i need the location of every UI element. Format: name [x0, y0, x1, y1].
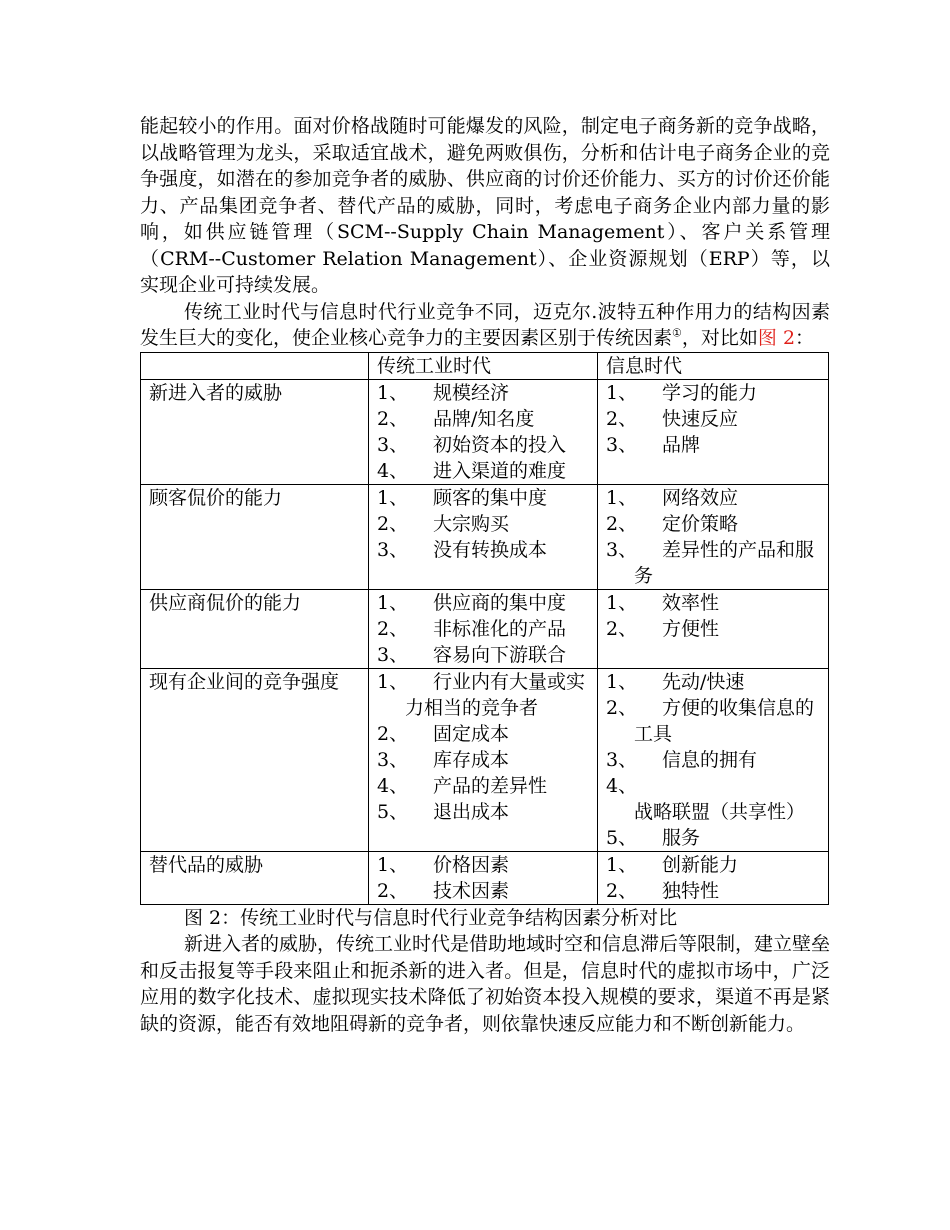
intro-text: 传统工业时代与信息时代行业竞争不同，迈克尔.波特五种作用力的结构因素发生巨大的变化，使企业核心竞争力的主要因素区别于传统因素 — [140, 300, 830, 349]
table-row — [141, 484, 829, 589]
item-number: 1、 — [377, 670, 409, 693]
item-text: 价格因素 — [433, 853, 510, 876]
list-item — [377, 852, 597, 878]
item-text: 品牌/知名度 — [433, 407, 535, 430]
list-item — [377, 616, 597, 642]
item-number: 2、 — [377, 512, 409, 535]
item-number: 2、 — [606, 512, 638, 535]
table-header-row — [141, 352, 829, 379]
item-text: 先动/快速 — [662, 670, 745, 693]
list-item — [377, 380, 597, 406]
table-row — [141, 851, 829, 904]
item-text: 效率性 — [662, 591, 720, 614]
item-number: 2、 — [377, 879, 409, 902]
item-number: 1、 — [606, 381, 638, 404]
item-text: 方便性 — [662, 617, 720, 640]
list-item — [606, 432, 828, 458]
figure-reference-link[interactable]: 图 2 — [757, 327, 796, 349]
list-item — [377, 458, 597, 484]
item-number: 3、 — [606, 748, 638, 771]
list-item — [377, 721, 597, 747]
intro-text-after: ，对比如 — [681, 327, 758, 349]
table-row — [141, 668, 829, 851]
item-text: 学习的能力 — [662, 381, 758, 404]
list-item — [377, 511, 597, 537]
item-text: 品牌 — [662, 433, 701, 456]
item-number: 4、 — [377, 774, 409, 797]
list-item — [606, 747, 828, 773]
list-item — [377, 669, 597, 721]
item-number: 2、 — [606, 617, 638, 640]
item-text: 技术因素 — [433, 879, 510, 902]
list-item — [377, 878, 597, 904]
item-number: 1、 — [377, 381, 409, 404]
item-text: 初始资本的投入 — [433, 433, 567, 456]
list-item — [377, 406, 597, 432]
traditional-cell — [369, 589, 598, 668]
item-number: 2、 — [377, 722, 409, 745]
factor-cell: 现有企业间的竞争强度 — [141, 668, 369, 851]
body-paragraph: 能起较小的作用。面对价格战随时可能爆发的风险，制定电子商务新的竞争战略，以战略管理为龙头，采取适宜战术，避免两败俱伤，分析和估计电子商务企业的竞争强度，如潜在的参加竞争者的威胁、供应商的讨价还价能力、买方的讨价还价能力、产品集团竞争者、替代产品的威胁，同时，考虑电子商务企业内部力量的影响，如供应链管理（SCM--Supply Chain Management）、客户关系管理（CRM--Customer Relation Management）、企业资源规划（ERP）等，以实现企业可持续发展。 — [140, 115, 830, 296]
intro-paragraph — [140, 299, 830, 352]
list-item — [606, 485, 828, 511]
list-item — [377, 590, 597, 616]
list-item — [606, 773, 828, 825]
item-number: 1、 — [606, 853, 638, 876]
item-text: 定价策略 — [662, 512, 739, 535]
item-text: 规模经济 — [433, 381, 510, 404]
list-item — [606, 537, 828, 589]
item-number: 1、 — [606, 591, 638, 614]
traditional-cell — [369, 379, 598, 484]
item-number: 2、 — [606, 879, 638, 902]
item-text: 独特性 — [662, 879, 720, 902]
item-text: 没有转换成本 — [433, 538, 548, 561]
table-row — [141, 379, 829, 484]
item-number: 2、 — [606, 696, 638, 719]
item-text: 网络效应 — [662, 486, 739, 509]
figure-caption: 图 2：传统工业时代与信息时代行业竞争结构因素分析对比 — [184, 906, 678, 929]
item-text: 库存成本 — [433, 748, 510, 771]
comparison-table — [140, 352, 829, 905]
table-body — [141, 379, 829, 904]
item-number: 4、 — [377, 459, 409, 482]
list-item — [606, 590, 828, 616]
item-number: 5、 — [606, 826, 638, 849]
list-item — [377, 537, 597, 563]
item-number: 4、 — [606, 774, 638, 797]
list-item — [377, 799, 597, 825]
list-item — [377, 747, 597, 773]
list-item — [606, 878, 828, 904]
list-item — [606, 511, 828, 537]
item-number: 3、 — [377, 538, 409, 561]
item-text: 进入渠道的难度 — [433, 459, 567, 482]
list-item — [606, 825, 828, 851]
list-item — [377, 773, 597, 799]
list-item — [606, 852, 828, 878]
item-text: 容易向下游联合 — [433, 643, 567, 666]
list-item — [606, 406, 828, 432]
item-number: 5、 — [377, 800, 409, 823]
item-text: 大宗购买 — [433, 512, 510, 535]
item-text: 行业内有大量或实力相当的竞争者 — [405, 670, 586, 719]
info-cell — [598, 851, 829, 904]
list-item — [606, 616, 828, 642]
footnote-mark[interactable]: ① — [672, 326, 682, 340]
table-row — [141, 589, 829, 668]
list-item — [377, 642, 597, 668]
info-cell — [598, 379, 829, 484]
list-item — [606, 695, 828, 747]
traditional-cell — [369, 851, 598, 904]
factor-cell: 顾客侃价的能力 — [141, 484, 369, 589]
item-number: 1、 — [606, 670, 638, 693]
item-number: 3、 — [606, 538, 638, 561]
item-text: 供应商的集中度 — [433, 591, 567, 614]
item-number: 3、 — [377, 643, 409, 666]
body-paragraph-bottom: 新进入者的威胁，传统工业时代是借助地域时空和信息滞后等限制，建立壁垒和反击报复等手段来阻止和扼杀新的进入者。但是，信息时代的虚拟市场中，广泛应用的数字化技术、虚拟现实技术降低了初始资本投入规模的要求，渠道不再是紧缺的资源，能否有效地阻碍新的竞争者，则依靠快速反应能力和不断创新能力。 — [140, 933, 831, 1035]
item-text: 信息的拥有 — [662, 748, 758, 771]
header-cell-empty — [141, 352, 369, 379]
item-text: 顾客的集中度 — [433, 486, 548, 509]
item-number: 1、 — [606, 486, 638, 509]
item-text: 非标准化的产品 — [433, 617, 567, 640]
document-page — [140, 113, 830, 1037]
item-number: 2、 — [606, 407, 638, 430]
list-item — [606, 669, 828, 695]
info-cell — [598, 484, 829, 589]
list-item — [606, 380, 828, 406]
list-item — [377, 485, 597, 511]
item-text: 创新能力 — [662, 853, 739, 876]
item-number: 1、 — [377, 591, 409, 614]
item-text: 快速反应 — [662, 407, 739, 430]
factor-cell: 新进入者的威胁 — [141, 379, 369, 484]
item-number: 3、 — [377, 433, 409, 456]
item-number: 2、 — [377, 617, 409, 640]
intro-colon: ： — [795, 327, 815, 349]
item-text: 固定成本 — [433, 722, 510, 745]
item-number: 1、 — [377, 486, 409, 509]
item-number: 3、 — [606, 433, 638, 456]
item-text: 差异性的产品和服务 — [634, 538, 815, 587]
info-cell — [598, 668, 829, 851]
item-number: 1、 — [377, 853, 409, 876]
header-cell-traditional: 传统工业时代 — [369, 352, 598, 379]
info-cell — [598, 589, 829, 668]
item-text: 退出成本 — [433, 800, 510, 823]
factor-cell: 替代品的威胁 — [141, 851, 369, 904]
item-number: 2、 — [377, 407, 409, 430]
item-text: 战略联盟（共享性） — [634, 800, 806, 823]
item-text: 服务 — [662, 826, 701, 849]
factor-cell: 供应商侃价的能力 — [141, 589, 369, 668]
list-item — [377, 432, 597, 458]
item-text: 产品的差异性 — [433, 774, 548, 797]
item-number: 3、 — [377, 748, 409, 771]
traditional-cell — [369, 484, 598, 589]
item-text: 方便的收集信息的工具 — [634, 696, 815, 745]
header-cell-info: 信息时代 — [598, 352, 829, 379]
traditional-cell — [369, 668, 598, 851]
